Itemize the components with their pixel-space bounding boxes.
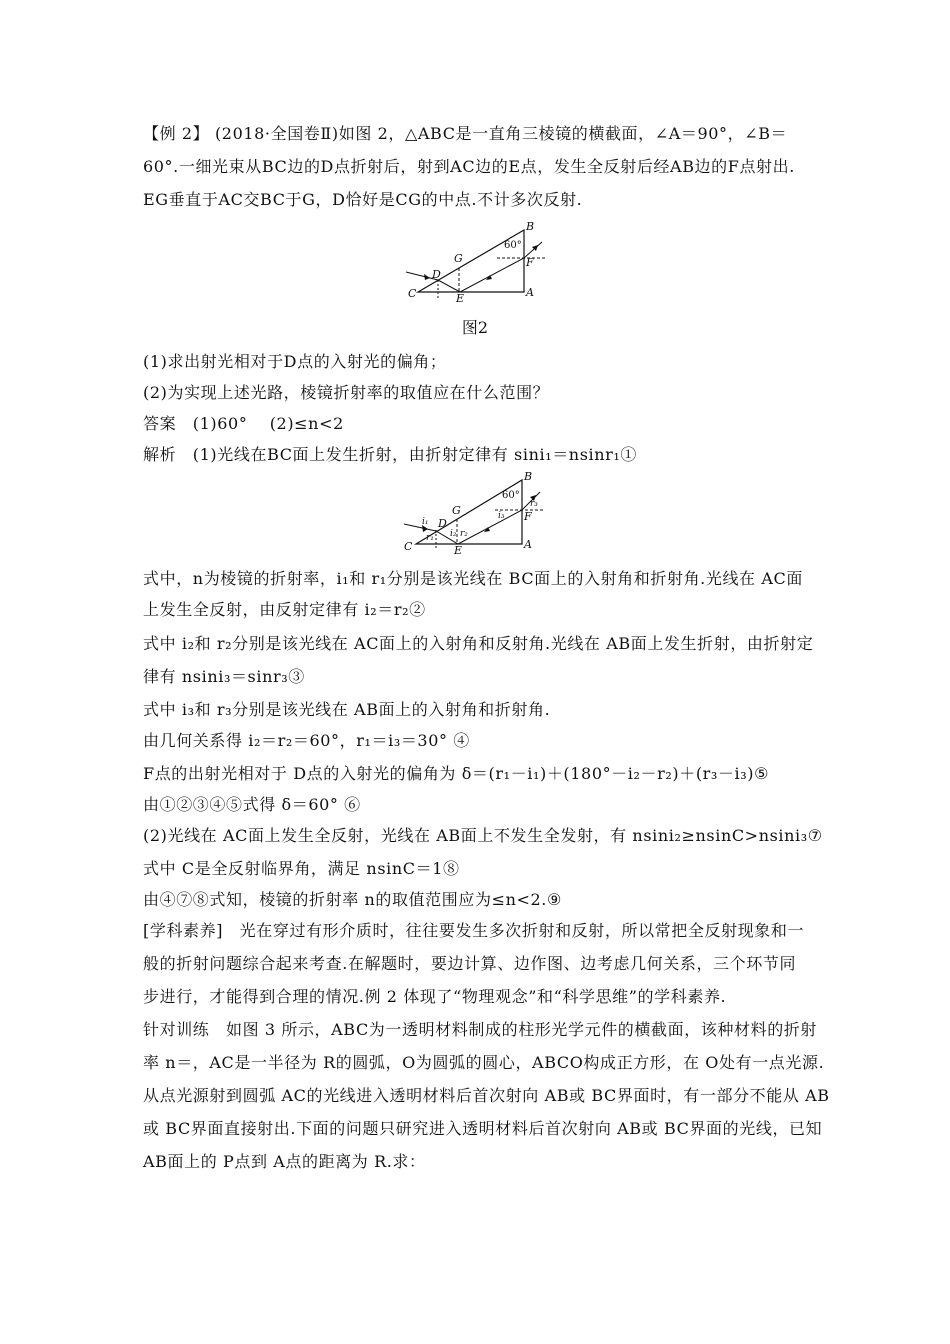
label-d: D (432, 268, 441, 281)
label-c: C (404, 540, 413, 553)
text-line: (1)求出射光相对于D点的入射光的偏角； (143, 352, 447, 371)
text-line: 由几何关系得 i₂＝r₂＝60°，r₁＝i₃＝30° ④ (143, 731, 470, 750)
text-line: F点的出射光相对于 D点的入射光的偏角为 δ＝(r₁－i₁)＋(180°－i₂－r₂)＋(r₃－i₃)⑤ (143, 764, 770, 783)
label-i2: i₂ (450, 529, 457, 539)
text-line: 式中 i₂和 r₂分别是该光线在 AC面上的入射角和反射角.光线在 AB面上发生折射，由折射定 (143, 634, 814, 653)
text-line: 针对训练 如图 3 所示，ABC为一透明材料制成的柱形光学元件的横截面，该种材料的折射 (143, 1020, 818, 1039)
text-line: (2)为实现上述光路，棱镜折射率的取值应在什么范围？ (143, 383, 550, 402)
label-r2: r₂ (460, 529, 468, 539)
label-b: B (524, 472, 533, 483)
label-c: C (408, 287, 417, 300)
label-g: G (452, 504, 461, 517)
label-e: E (454, 544, 463, 556)
text-line: 【例 2】 (2018·全国卷Ⅱ)如图 2，△ABC是一直角三棱镜的横截面，∠A＝90°，∠B＝ (143, 124, 788, 143)
label-b: B (526, 222, 535, 233)
text-line: 从点光源射到圆弧 AC的光线进入透明材料后首次射向 AB或 BC界面时，有一部分不能从 AB (143, 1086, 830, 1105)
text-line: 式中 C是全反射临界角，满足 nsinC＝1⑧ (143, 859, 460, 878)
text-line: 由①②③④⑤式得 δ＝60° ⑥ (143, 795, 361, 814)
text-line: [学科素养] 光在穿过有形介质时，往往要发生多次折射和反射，所以常把全反射现象和一 (143, 921, 805, 940)
text-line: 60°.一细光束从BC边的D点折射后，射到AC边的E点，发生全反射后经AB边的F点射出. (143, 157, 795, 176)
angle-label: 60° (504, 240, 522, 251)
label-f: F (526, 256, 534, 269)
label-r1: r₁ (426, 533, 434, 543)
figure-caption: 图2 (461, 318, 489, 337)
text-line: AB面上的 P点到 A点的距离为 R.求： (143, 1152, 426, 1171)
label-i1: i₁ (422, 517, 429, 527)
text-line: (2)光线在 AC面上发生全反射，光线在 AB面上不发生全发射，有 nsini₂≥nsinC>nsini₃⑦ (143, 826, 823, 845)
text-line: 式中 i₃和 r₃分别是该光线在 AB面上的入射角和折射角. (143, 700, 551, 719)
angle-label: 60° (502, 490, 520, 501)
text-line: 上发生全反射，由反射定律有 i₂＝r₂② (143, 600, 426, 619)
text-line: 或 BC界面直接射出.下面的问题只研究进入透明材料后首次射向 AB或 BC界面的光线，已知 (143, 1119, 823, 1138)
label-r3: r₃ (530, 499, 538, 509)
text-line: EG垂直于AC交BC于G，D恰好是CG的中点.不计多次反射. (143, 190, 583, 209)
solution-diagram (398, 472, 548, 556)
label-i3: i₃ (498, 511, 505, 521)
text-line: 式中，n为棱镜的折射率，i₁和 r₁分别是该光线在 BC面上的入射角和折射角.光线在 AC面 (143, 569, 803, 588)
text-line: 率 n＝，AC是一半径为 R的圆弧，O为圆弧的圆心，ABCO构成正方形，在 O处有一点光源. (143, 1053, 825, 1072)
label-a: A (526, 286, 534, 299)
text-line: 由④⑦⑧式知，棱镜的折射率 n的取值范围应为≤n<2.⑨ (143, 890, 562, 909)
text-line: 律有 nsini₃＝sinr₃③ (143, 667, 305, 686)
figure-2-diagram (400, 222, 550, 306)
answer-line: 答案 (1)60° (2)≤n<2 (143, 414, 344, 433)
text-line: 般的折射问题综合起来考查.在解题时，要边计算、边作图、边考虑几何关系，三个环节同 (143, 954, 797, 973)
label-g: G (454, 252, 463, 265)
text-line: 步进行，才能得到合理的情况.例 2 体现了“物理观念”和“科学思维”的学科素养. (143, 987, 727, 1006)
label-d: D (438, 517, 447, 530)
text-line: 解析 (1)光线在BC面上发生折射，由折射定律有 sini₁＝nsinr₁① (143, 445, 638, 464)
label-a: A (524, 538, 532, 551)
label-e: E (456, 292, 465, 305)
label-f: F (524, 510, 532, 523)
